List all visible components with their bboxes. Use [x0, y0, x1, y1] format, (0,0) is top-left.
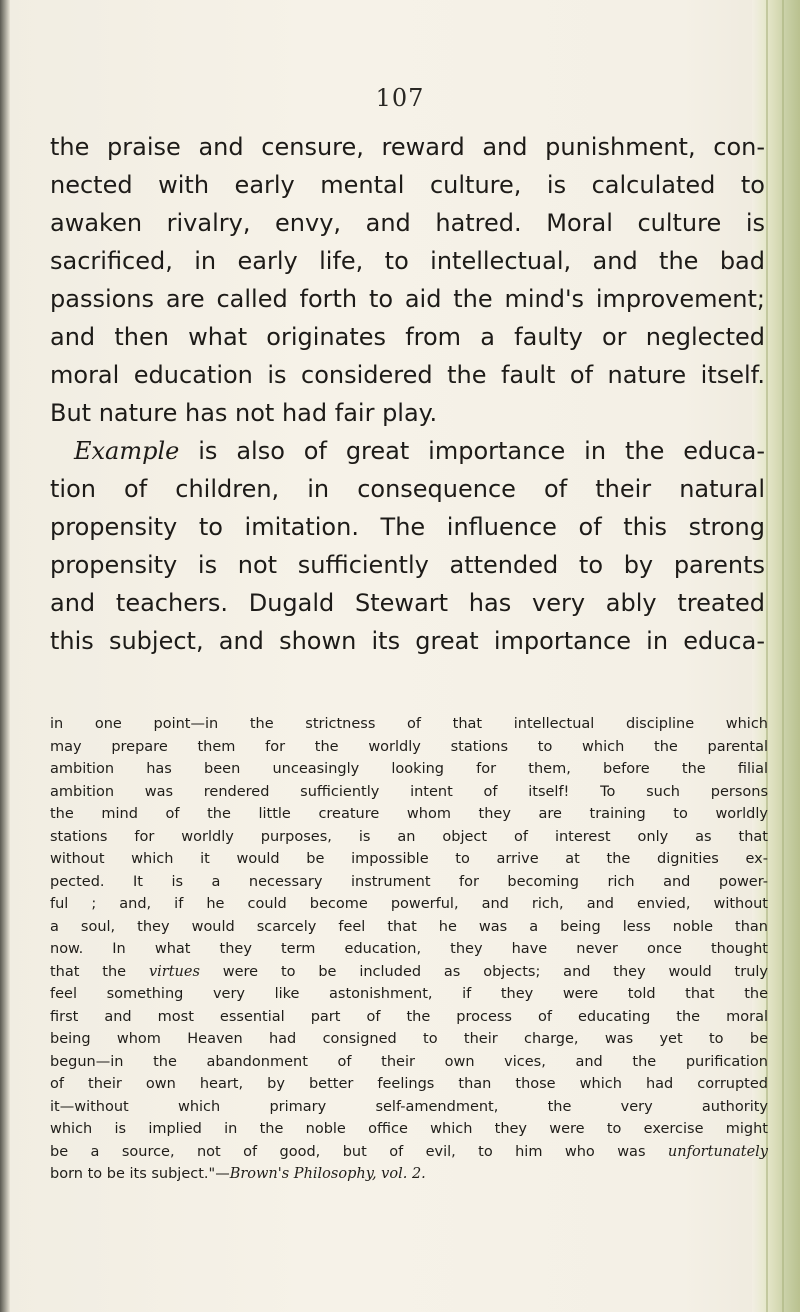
page-gutter-shadow: [0, 0, 10, 1312]
text-line: awaken rivalry, envy, and hatred. Moral culture is: [50, 209, 765, 237]
text-run: born to be its subject."—: [50, 1166, 230, 1182]
note-line: it—without which primary self-amendment, the very authority: [50, 1098, 768, 1115]
text-line: and then what originates from a faulty or neglected: [50, 323, 765, 351]
text-line: the praise and censure, reward and punishment, con-: [50, 133, 765, 161]
text-line: and teachers. Dugald Stewart has very ably treated: [50, 589, 765, 617]
footnote-block: [50, 713, 768, 1186]
text-line: nected with early mental culture, is calculated to: [50, 171, 765, 199]
text-line: this subject, and shown its great importance in educa-: [50, 627, 765, 655]
note-line: being whom Heaven had consigned to their charge, was yet to be: [50, 1031, 768, 1047]
text-line: tion of children, in consequence of their natural: [50, 475, 765, 503]
note-line: now. In what they term education, they have never once thought: [50, 941, 768, 957]
text-line: But nature has not had fair play.: [50, 399, 438, 427]
note-line: stations for worldly purposes, is an object of interest only as that: [50, 828, 768, 845]
page-number: 107: [375, 84, 425, 112]
italic-term: unfortunately: [667, 1143, 768, 1160]
note-line: of their own heart, by better feelings than those which had corrupted: [50, 1076, 768, 1092]
note-line: feel something very like astonishment, if they were told that the: [50, 986, 768, 1002]
italic-term: Example: [74, 437, 180, 465]
note-line: in one point—in the strictness of that intellectual discipline which: [50, 716, 768, 732]
main-text-block: [50, 128, 765, 660]
note-line: ambition was rendered sufficiently intent of itself! To such persons: [50, 783, 768, 800]
note-line: which is implied in the noble office which they were to exercise might: [50, 1121, 768, 1137]
note-line: [50, 961, 768, 984]
text-line: propensity is not sufficiently attended to by parents: [50, 551, 765, 579]
text-run: that the: [50, 963, 149, 980]
paragraph-first-line: [50, 432, 765, 470]
note-line: ambition has been unceasingly looking for them, before the filial: [50, 761, 768, 777]
text-line: propensity to imitation. The influence of this strong: [50, 513, 765, 541]
note-line: first and most essential part of the process of educating the moral: [50, 1008, 768, 1025]
italic-term: virtues: [148, 963, 200, 980]
note-line: [50, 1163, 768, 1186]
text-line: moral education is considered the fault of nature itself.: [50, 361, 765, 389]
text-run: be a source, not of good, but of evil, to him who was: [50, 1143, 668, 1160]
note-line: ful ; and, if he could become powerful, and rich, and envied, without: [50, 896, 768, 912]
note-line: without which it would be impossible to arrive at the dignities ex-: [50, 851, 768, 867]
note-line: a soul, they would scarcely feel that he was a being less noble than: [50, 918, 768, 935]
text-line: sacrificed, in early life, to intellectual, and the bad: [50, 247, 765, 275]
note-line: may prepare them for the worldly stations to which the parental: [50, 738, 768, 755]
citation: Brown's Philosophy, vol. 2.: [229, 1166, 426, 1182]
note-line: [50, 1141, 768, 1164]
text-line: passions are called forth to aid the mind's improvement;: [50, 285, 765, 313]
edge-stain: [782, 0, 784, 1312]
text-run: were to be included as objects; and they would truly: [199, 963, 768, 980]
note-line: pected. It is a necessary instrument for becoming rich and power-: [50, 873, 768, 890]
note-line: the mind of the little creature whom they are training to worldly: [50, 806, 768, 822]
text-run: is also of great importance in the educa-: [179, 437, 765, 465]
note-line: begun—in the abandonment of their own vices, and the purification: [50, 1053, 768, 1070]
